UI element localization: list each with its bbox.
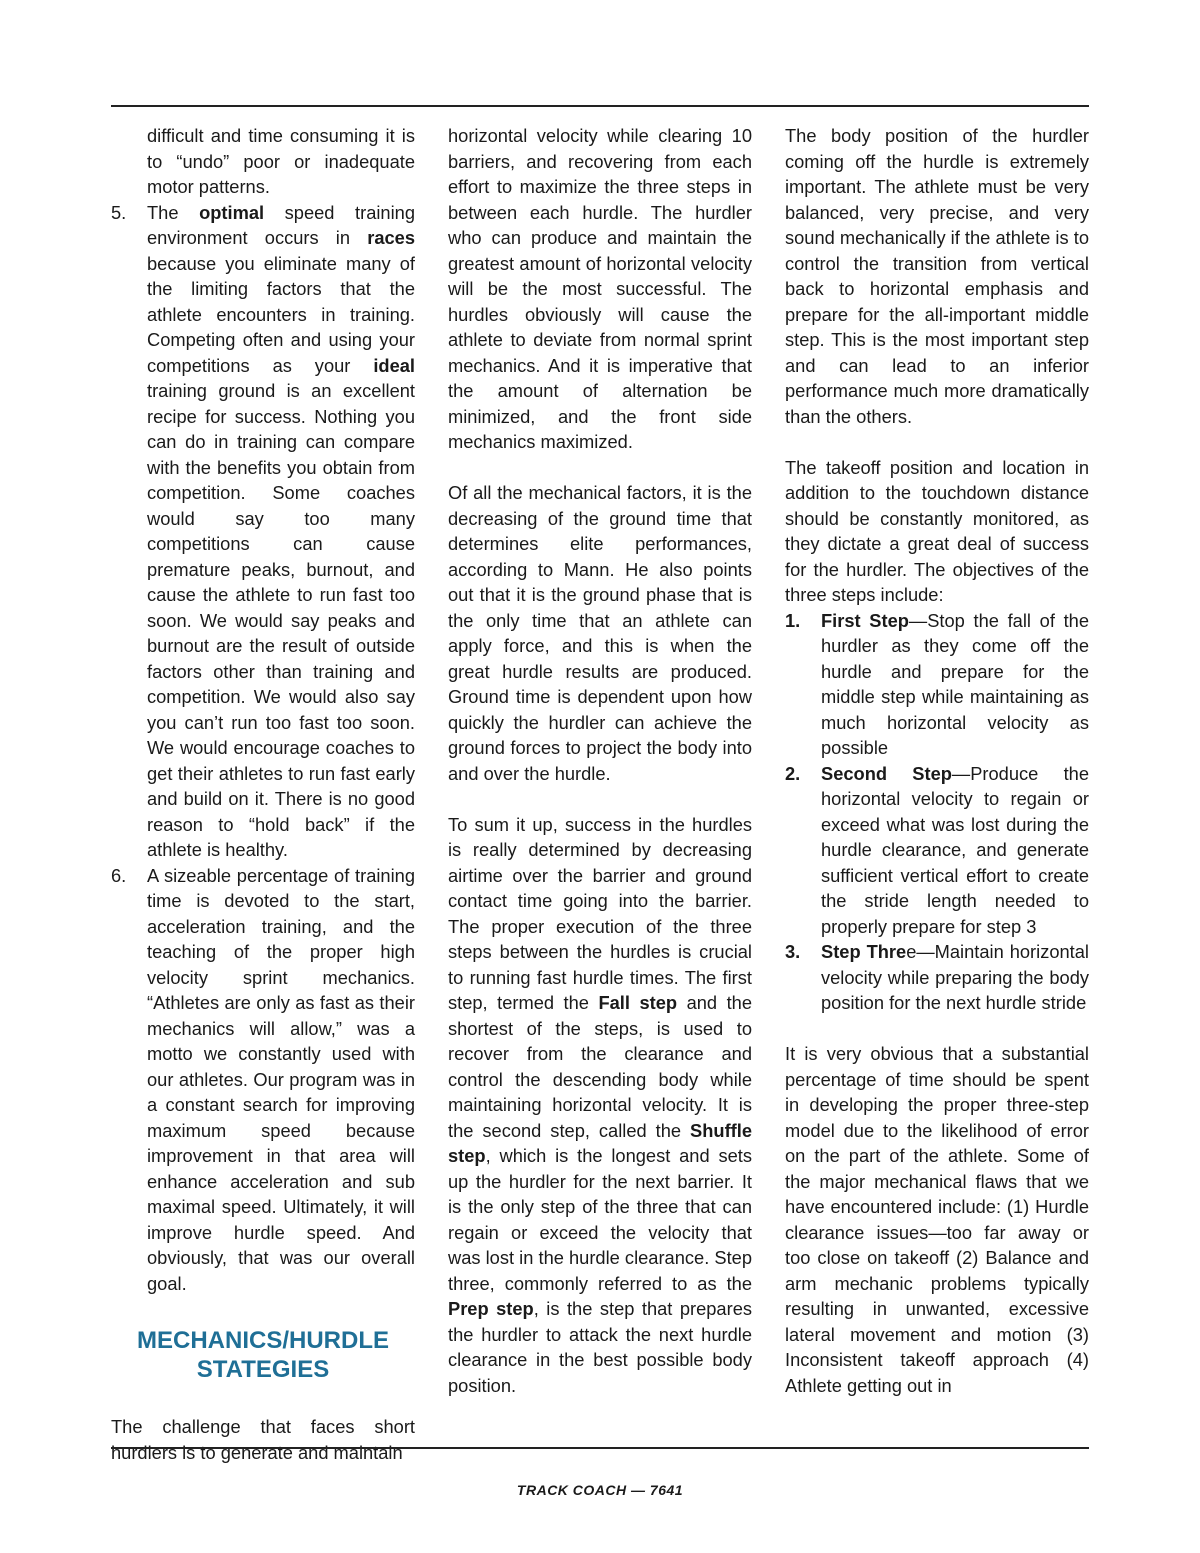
- page-footer: TRACK COACH — 7641: [516, 1482, 684, 1498]
- step-item-3: 3. Step Three—Maintain horizontal velocity while preparing the body position for the next hurdle stride: [785, 941, 1089, 1013]
- list-item-5: [111, 200, 415, 863]
- paragraph: The takeoff position and location in addition to the touchdown distance should be constantly monitored, as they dictate a great deal of success for the hurdler. The objectives of the three steps include:: [785, 456, 1089, 605]
- top-rule: [111, 105, 1089, 107]
- bottom-rule: [111, 1447, 1089, 1449]
- list-continuation: difficult and time consuming it is to “undo” poor or inadequate motor patterns.: [147, 125, 415, 197]
- list-item-text: The optimal speed training environment occurs in races because you eliminate many of the limiting factors that the athlete encounters in training. Competing often and using your competitions as your ideal training ground is an excellent recipe for success. Nothing you can do in training can compare with the benefits you obtain from competition. Some coaches would say too many competitions can cause premature peaks, burnout, and cause the athlete to run fast too soon. We would say peaks and burnout are the result of outside factors other than training and competition. We would also say you can’t run too fast too soon. We would encourage coaches to get their athletes to run fast early and build on it. There is no good reason to “hold back” if the athlete is healthy.: [147, 201, 415, 860]
- paragraph: horizontal velocity while clearing 10 barriers, and recovering from each effort to maximize the three steps in between each hurdle. The hurdler who can produce and maintain the greatest amount of horizontal velocity will be the most successful. The hurdles obviously will cause the athlete to deviate from normal sprint mechanics. And it is imperative that the amount of alternation be minimized, and the front side mechanics maximized.: [448, 125, 752, 452]
- section-heading: MECHANICS/HURDLE STATEGIES: [137, 1327, 389, 1383]
- column-2: [448, 123, 752, 1398]
- list-item-text: A sizeable percentage of training time is devoted to the start, acceleration training, and the teaching of the proper high velocity sprint mechanics. “Athletes are only as fast as their mechanics will allow,” was a motto we constantly used with our athletes. Our program was in a constant search for improving maximum speed because improvement in that area will enhance acceleration and sub maximal speed. Ultimately, it will improve hurdle speed. And obviously, that was our overall goal.: [147, 864, 415, 1294]
- column-1: [111, 123, 415, 1465]
- paragraph: Of all the mechanical factors, it is the decreasing of the ground time that determines elite performances, according to Mann. He also points out that it is the ground phase that is the only time that an athlete can apply force, and this is when the great hurdle results are produced. Ground time is dependent upon how quickly the hurdler can achieve the ground forces to project the body into and over the hurdle.: [448, 482, 752, 784]
- list-number: 5.: [111, 201, 127, 223]
- column-3: [785, 123, 1089, 1398]
- paragraph: The challenge that faces short hurdlers is to generate and maintain: [111, 1416, 415, 1463]
- paragraph: The body position of the hurdler coming off the hurdle is extremely important. The athlete must be very balanced, very precise, and very sound mechanically if the athlete is to control the transition from vertical back to horizontal emphasis and prepare for the all-important middle step. This is the most important step and can lead to an inferior performance much more dramatically than the others.: [785, 125, 1089, 427]
- paragraph: To sum it up, success in the hurdles is really determined by decreasing airtime over the barrier and ground contact time going into the barrier. The proper execution of the three steps between the hurdles is crucial to running fast hurdle times. The first step, termed the Fall step and the shortest of the steps, is used to recover from the clearance and control the descending body while maintaining horizontal velocity. It is the second step, called the Shuffle step, which is the longest and sets up the hurdler for the next barrier. It is the only step of the three that can regain or exceed the velocity that was lost in the hurdle clearance. Step three, commonly referred to as the Prep step, is the step that prepares the hurdler to attack the next hurdle clearance in the best possible body position.: [448, 813, 752, 1396]
- list-number: 6.: [111, 864, 127, 886]
- step-item-2: 2. Second Step—Produce the horizontal velocity to regain or exceed what was lost during the hurdle clearance, and generate sufficient vertical effort to create the stride length needed to properly prepare for step 3: [785, 762, 1089, 937]
- paragraph: It is very obvious that a substantial percentage of time should be spent in developing the proper three-step model due to the likelihood of error on the part of the athlete. Some of the major mechanical flaws that we have encountered include: (1) Hurdle clearance issues—too far away or too close on takeoff (2) Balance and arm mechanic problems typically resulting in unwanted, excessive lateral movement and motion (3) Inconsistent takeoff approach (4) Athlete getting out in: [785, 1043, 1089, 1396]
- step-item-1: 1. First Step—Stop the fall of the hurdler as they come off the hurdle and prepare for the middle step while maintaining as much horizontal velocity as possible: [785, 609, 1089, 758]
- list-item-6: [111, 863, 415, 1297]
